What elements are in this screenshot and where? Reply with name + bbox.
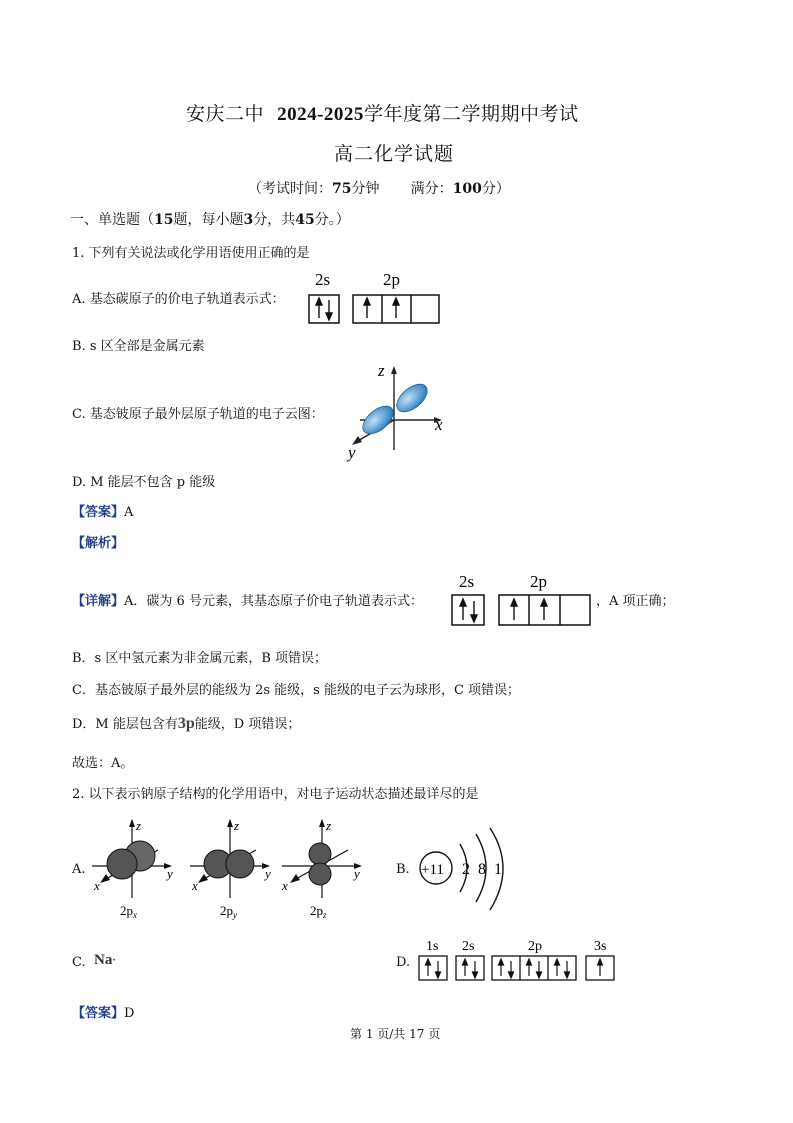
q1-detail-a: 【详解】A．碳为 6 号元素，其基态原子价电子轨道表示式：	[72, 594, 423, 609]
svg-text:2py: $2p_y$	[220, 903, 237, 920]
q1-detail-orbital-diagram	[450, 568, 595, 630]
axis-y: y	[348, 443, 356, 462]
q2-answer: 【答案】D	[72, 1006, 135, 1021]
exam-info: （考试时间：75分钟 满分：100分）	[248, 181, 510, 197]
q1-option-c: C. 基态铍原子最外层原子轨道的电子云图：	[72, 407, 324, 422]
exam-title	[186, 99, 578, 126]
q2-option-d: D.	[396, 955, 411, 970]
q1-detail-a-end: ，A 项正确；	[596, 594, 675, 609]
svg-text:x: x	[192, 878, 198, 893]
q1-conclusion: 故选：A。	[72, 756, 134, 771]
school-year: 2024-2025	[277, 104, 364, 125]
svg-text:1s: 1s	[426, 939, 439, 954]
q1-detail-b: B．s 区中氢元素为非金属元素，B 项错误；	[72, 651, 328, 666]
svg-text:2s: 2s	[459, 572, 475, 591]
svg-text:8: 8	[478, 861, 486, 878]
svg-text:z: z	[234, 818, 240, 833]
svg-text:2p: 2p	[528, 939, 542, 954]
q2-atomic-structure-diagram	[416, 826, 508, 914]
q2-stem: 2. 以下表示钠原子结构的化学用语中，对电子运动状态描述最详尽的是	[72, 787, 479, 802]
svg-text:x: x	[282, 878, 288, 893]
q1-option-a: A. 基态碳原子的价电子轨道表示式：	[72, 292, 285, 307]
svg-text:2: 2	[462, 861, 470, 878]
q2-option-b: B.	[396, 862, 410, 877]
q1-detail-d: D．M 能层包含有3p能级，D 项错误；	[72, 715, 301, 732]
q2-orbital-diagram-d	[416, 936, 618, 984]
q1-electron-cloud-diagram	[340, 358, 455, 463]
svg-text:z: z	[136, 818, 142, 833]
svg-text:x: x	[94, 878, 100, 893]
axis-z: z	[378, 361, 385, 380]
q1-option-b: B. s 区全部是金属元素	[72, 339, 205, 354]
svg-text:2pz: $2p_z$	[310, 903, 327, 920]
svg-text:z: z	[326, 818, 332, 833]
svg-text:1: 1	[494, 861, 502, 878]
pz-orbital	[281, 818, 362, 920]
q2-option-c: C.	[72, 955, 86, 970]
exam-term: 学年度第二学期期中考试	[363, 103, 579, 125]
q1-detail-c: C．基态铍原子最外层的能级为 2s 能级，s 能级的电子云为球形，C 项错误；	[72, 683, 521, 698]
px-orbital	[92, 818, 173, 920]
py-orbital	[190, 818, 271, 920]
q2-option-a: A.	[72, 862, 86, 877]
svg-text:2p: 2p	[530, 572, 547, 591]
na-electron-dot: Na·	[94, 952, 116, 968]
q1-option-d: D. M 能层不包含 p 能级	[72, 475, 216, 490]
label-2s: 2s	[315, 270, 331, 289]
q1-stem: 1. 下列有关说法或化学用语使用正确的是	[72, 246, 310, 261]
svg-text:3s: 3s	[594, 939, 607, 954]
svg-text:2s: 2s	[462, 939, 475, 954]
q1-answer: 【答案】A	[72, 505, 134, 520]
page-footer: 第 1 页/共 17 页	[350, 1027, 441, 1041]
subject-title: 高二化学试题	[334, 143, 455, 165]
q1-orbital-diagram-a	[307, 265, 442, 327]
svg-text:y: y	[167, 866, 173, 881]
nucleus-charge: +11	[421, 862, 444, 878]
section-heading: 一、单选题（15题，每小题3分，共45分。）	[70, 212, 350, 228]
q2-p-orbitals-diagram	[92, 818, 372, 920]
svg-text:2px: $2p_x$	[120, 903, 137, 920]
school-name: 安庆二中	[186, 103, 265, 125]
axis-x: x	[435, 415, 443, 434]
svg-text:y: y	[354, 866, 360, 881]
svg-text:y: y	[265, 866, 271, 881]
label-2p: 2p	[383, 270, 400, 289]
answer-tag: 【答案】	[72, 505, 125, 520]
q1-analysis-tag: 【解析】	[72, 536, 125, 551]
